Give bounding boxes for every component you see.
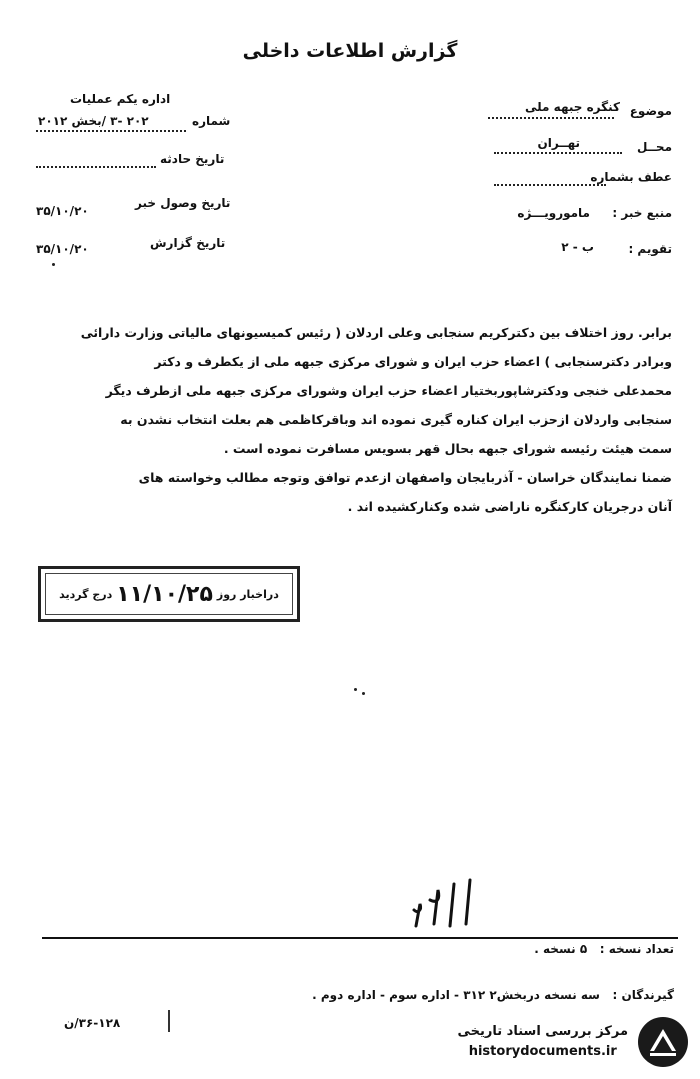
source-value: مامورویـــژه xyxy=(517,206,590,220)
subject-line xyxy=(488,117,614,119)
body-line: آنان درجریان کارکنگره ناراضی شده وکنارکشیده اند . xyxy=(347,499,672,514)
receipt-date-label: تاریخ وصول خبر xyxy=(135,196,231,210)
margin-tick xyxy=(168,1010,170,1032)
watermark-url: historydocuments.ir xyxy=(468,1044,617,1059)
archive-code: ۳۶-۱۲۸/ن xyxy=(64,1016,121,1030)
body-line: برابر. روز اختلاف بین دکترکریم سنجابی وعلی اردلان ( رئیس کمیسیونهای مالیاتی وزارت دارائی xyxy=(80,325,672,340)
incident-date-line xyxy=(36,166,156,168)
copies-row xyxy=(534,942,674,956)
reference-line xyxy=(494,184,606,186)
location-line xyxy=(494,152,622,154)
body-line: محمدعلی خنجی ودکترشاپوربختیار اعضاء حزب ایران وشورای مرکزی جبهه ملی ازطرف دیگر xyxy=(105,383,672,398)
scan-speck xyxy=(354,688,357,691)
copies-value: ۵ نسخه . xyxy=(534,942,588,956)
reference-label: عطف بشماره xyxy=(590,170,672,184)
subject-label: موضوع xyxy=(629,104,672,118)
location-value: تهــران xyxy=(537,136,580,150)
news-stamp xyxy=(38,566,300,622)
source-label: منبع خبر : xyxy=(612,206,672,220)
rating-label: تقویم : xyxy=(628,242,672,256)
watermark-name: مرکز بررسی اسناد تاریخی xyxy=(457,1024,628,1039)
number-line xyxy=(36,130,186,132)
document-title: گزارش اطلاعات داخلی xyxy=(242,40,458,62)
body-line: سنجابی واردلان ازحزب ایران کناره گیری نموده اند وباقرکاظمی هم بعلت انتخاب نشدن به xyxy=(120,412,672,427)
recipients-value: سه نسخه دربخش۲ ۳۱۲ - اداره سوم - اداره دوم . xyxy=(312,988,600,1002)
body-line: وبرادر دکترسنجابی ) اعضاء حزب ایران و شورای مرکزی جبهه ملی از یکطرف و دکتر xyxy=(154,354,672,369)
number-label: شماره xyxy=(192,114,231,128)
number-value-1: اداره یکم عملیات xyxy=(70,92,171,106)
report-date-value: ۳۵/۱۰/۲۰ xyxy=(36,242,89,256)
location-label: محــل xyxy=(637,140,672,154)
recipients-label: گیرندگان : xyxy=(612,988,674,1002)
handwritten-number xyxy=(408,870,488,934)
receipt-date-value: ۳۵/۱۰/۲۰ xyxy=(36,204,89,218)
body-line: ضمنا نمایندگان خراسان - آذربایجان واصفهان ازعدم توافق وتوجه مطالب وخواسته های xyxy=(138,470,672,485)
scan-speck xyxy=(362,692,365,695)
watermark xyxy=(458,1012,691,1072)
incident-date-label: تاریخ حادثه xyxy=(160,152,225,166)
number-value-2: ۲۰۲ -۳ /بخش ۲۰۱۲ xyxy=(38,114,149,128)
copies-label: تعداد نسخه : xyxy=(599,942,674,956)
stamp-suffix: درج گردید xyxy=(59,587,113,601)
stamp-date: ۱۱/۱۰/۲۵ xyxy=(116,581,213,607)
scan-speck xyxy=(52,263,55,266)
recipients-row xyxy=(312,988,674,1002)
handwritten-number-drawing xyxy=(408,870,488,930)
subject-value: کنگره جبهه ملی xyxy=(525,100,620,114)
report-body xyxy=(32,318,672,521)
body-line: سمت هیئت رئیسه شورای جبهه بحال قهر بسویس مسافرت نموده است . xyxy=(223,441,672,456)
footer-divider xyxy=(42,937,678,939)
report-date-label: تاریخ گزارش xyxy=(150,236,226,250)
stamp-prefix: دراخبار روز xyxy=(216,587,279,601)
archive-logo-icon xyxy=(636,1015,690,1069)
rating-value: ب - ۲ xyxy=(561,240,594,254)
